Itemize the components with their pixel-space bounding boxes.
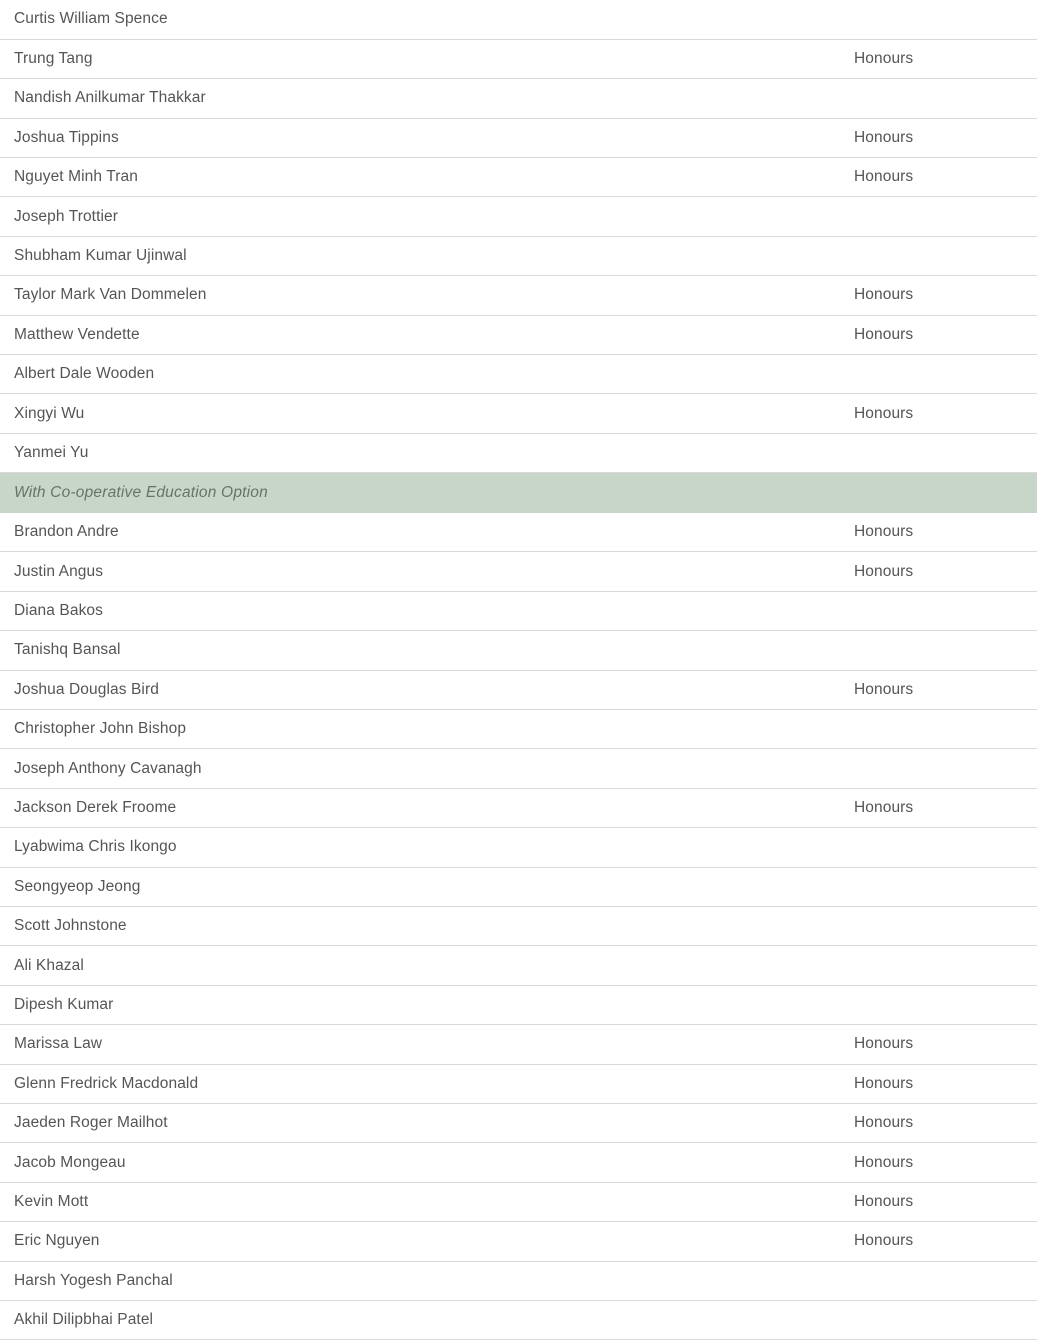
graduate-name: Akhil Dilipbhai Patel xyxy=(14,1311,154,1329)
graduate-honours: Honours xyxy=(854,286,914,304)
table-row xyxy=(0,670,1037,709)
graduate-honours xyxy=(840,433,1037,472)
table-row xyxy=(0,710,1037,749)
graduate-name: Brandon Andre xyxy=(14,523,119,541)
graduate-honours xyxy=(840,828,1037,867)
table-row xyxy=(0,591,1037,630)
table-row xyxy=(0,828,1037,867)
graduate-name: Lyabwima Chris Ikongo xyxy=(14,838,177,856)
graduate-honours: Honours xyxy=(854,128,914,146)
table-row xyxy=(0,236,1037,275)
graduate-name: Xingyi Wu xyxy=(14,404,85,422)
graduate-honours: Honours xyxy=(854,1035,914,1053)
table-row xyxy=(0,1182,1037,1221)
graduate-name: Joseph Anthony Cavanagh xyxy=(14,759,202,777)
graduate-honours xyxy=(840,906,1037,945)
graduate-honours: Honours xyxy=(854,1074,914,1092)
table-row xyxy=(0,1064,1037,1103)
graduate-honours xyxy=(840,710,1037,749)
table-row xyxy=(0,315,1037,354)
graduate-name: Joseph Trottier xyxy=(14,207,119,225)
table-row xyxy=(0,1222,1037,1261)
table-row xyxy=(0,631,1037,670)
graduate-name: Eric Nguyen xyxy=(14,1232,100,1250)
table-row xyxy=(0,1261,1037,1300)
table-row xyxy=(0,394,1037,433)
table-row xyxy=(0,906,1037,945)
table-row xyxy=(0,867,1037,906)
graduate-honours: Honours xyxy=(854,325,914,343)
graduate-name: Seongyeop Jeong xyxy=(14,877,141,895)
graduate-name: Scott Johnstone xyxy=(14,917,127,935)
table-row xyxy=(0,355,1037,394)
graduate-name: Albert Dale Wooden xyxy=(14,365,155,383)
graduate-name: Trung Tang xyxy=(14,50,93,68)
graduate-name: Jacob Mongeau xyxy=(14,1153,126,1171)
table-row xyxy=(0,985,1037,1024)
graduate-honours: Honours xyxy=(854,680,914,698)
graduate-name: Marissa Law xyxy=(14,1035,103,1053)
table-row xyxy=(0,1103,1037,1142)
table-row xyxy=(0,1300,1037,1339)
table-row xyxy=(0,158,1037,197)
graduate-honours: Honours xyxy=(854,1192,914,1210)
graduate-name: Christopher John Bishop xyxy=(14,720,187,738)
graduate-name: Shubham Kumar Ujinwal xyxy=(14,247,187,265)
graduate-honours xyxy=(840,985,1037,1024)
graduate-honours: Honours xyxy=(854,523,914,541)
graduate-name: Harsh Yogesh Panchal xyxy=(14,1271,173,1289)
graduate-name: Tanishq Bansal xyxy=(14,641,121,659)
table-row xyxy=(0,276,1037,315)
table-row xyxy=(0,79,1037,118)
graduate-honours: Honours xyxy=(854,1232,914,1250)
graduate-honours: Honours xyxy=(854,1153,914,1171)
graduate-honours xyxy=(840,1261,1037,1300)
table-row xyxy=(0,946,1037,985)
graduate-name: Diana Bakos xyxy=(14,602,103,620)
graduate-honours xyxy=(840,0,1037,39)
graduate-name: Joshua Tippins xyxy=(14,128,119,146)
graduate-name: Taylor Mark Van Dommelen xyxy=(14,286,207,304)
graduate-name: Matthew Vendette xyxy=(14,325,140,343)
graduate-name: Curtis William Spence xyxy=(14,10,168,28)
graduate-name: Yanmei Yu xyxy=(14,443,89,461)
graduate-honours xyxy=(840,749,1037,788)
table-row xyxy=(0,433,1037,472)
graduate-honours xyxy=(840,946,1037,985)
table-row xyxy=(0,749,1037,788)
graduate-honours xyxy=(840,867,1037,906)
graduate-honours: Honours xyxy=(854,404,914,422)
graduate-name: Jaeden Roger Mailhot xyxy=(14,1114,168,1132)
graduate-honours: Honours xyxy=(854,1114,914,1132)
graduate-name: Ali Khazal xyxy=(14,956,84,974)
section-title: With Co-operative Education Option xyxy=(14,483,268,501)
graduate-name: Jackson Derek Froome xyxy=(14,799,177,816)
graduate-honours xyxy=(840,355,1037,394)
table-row xyxy=(0,1025,1037,1064)
table-row xyxy=(0,0,1037,39)
graduate-honours xyxy=(840,591,1037,630)
table-row xyxy=(0,39,1037,78)
graduate-name: Nguyet Minh Tran xyxy=(14,168,138,186)
table-row xyxy=(0,552,1037,591)
graduate-name: Glenn Fredrick Macdonald xyxy=(14,1074,199,1092)
list-section-header xyxy=(0,473,1037,513)
table-row xyxy=(0,513,1037,552)
graduate-honours xyxy=(840,197,1037,236)
graduate-honours: Honours xyxy=(854,799,914,816)
graduate-honours: Honours xyxy=(854,168,914,186)
graduate-name: Nandish Anilkumar Thakkar xyxy=(14,89,206,107)
graduate-honours xyxy=(840,79,1037,118)
table-row xyxy=(0,788,1037,827)
table-row xyxy=(0,1143,1037,1182)
section-header-cell xyxy=(0,473,1037,513)
graduate-honours xyxy=(840,631,1037,670)
graduate-name: Kevin Mott xyxy=(14,1192,89,1210)
table-row xyxy=(0,197,1037,236)
graduate-honours: Honours xyxy=(854,50,914,68)
graduate-honours xyxy=(840,1300,1037,1339)
graduate-honours xyxy=(840,236,1037,275)
graduate-name: Dipesh Kumar xyxy=(14,995,114,1013)
graduate-honours: Honours xyxy=(854,562,914,580)
table-row xyxy=(0,118,1037,157)
graduate-name: Joshua Douglas Bird xyxy=(14,680,159,698)
graduate-name: Justin Angus xyxy=(14,562,104,580)
